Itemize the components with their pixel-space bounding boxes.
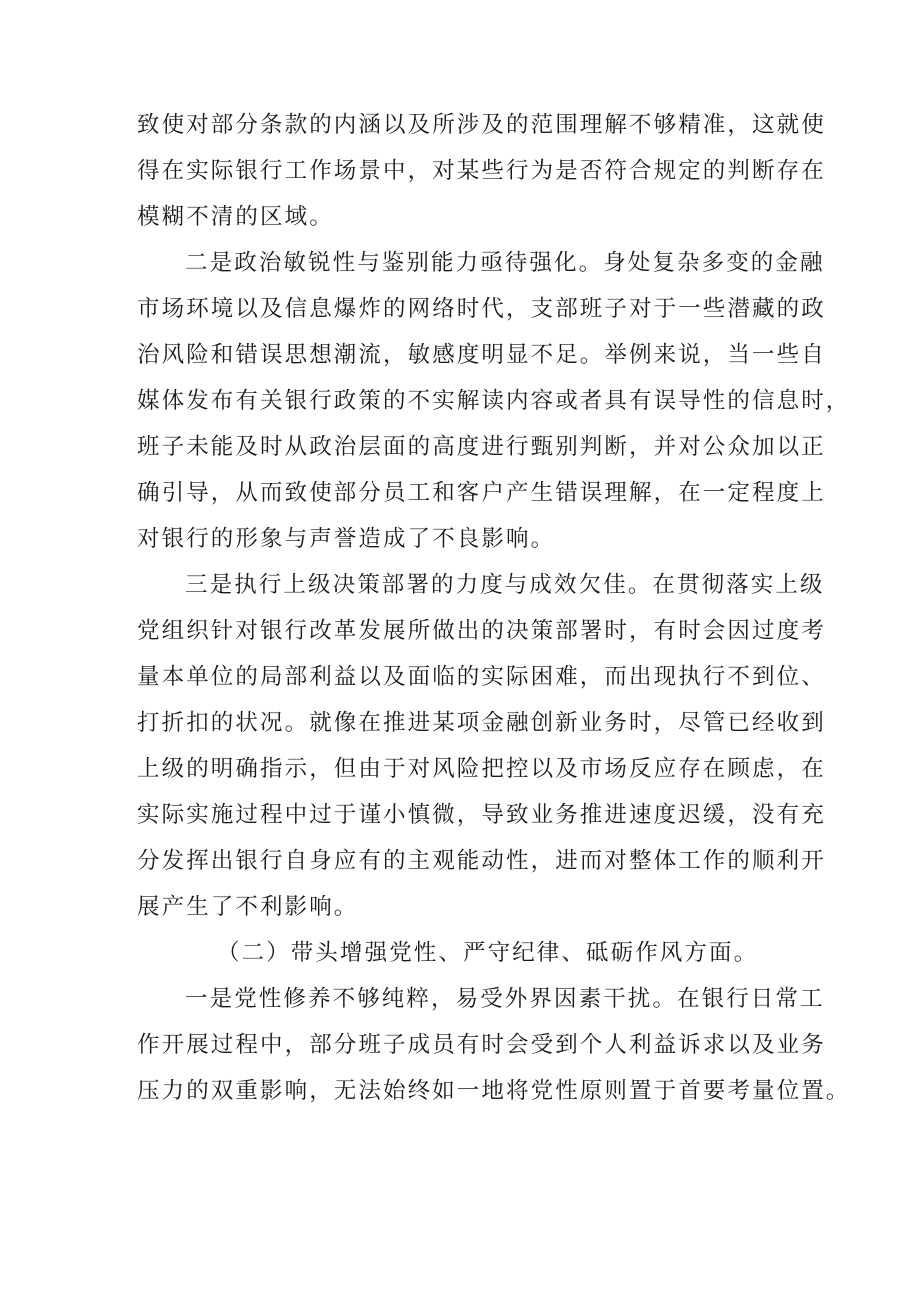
- text-line: 媒体发布有关银行政策的不实解读内容或者具有误导性的信息时，: [137, 388, 851, 414]
- paragraph-first-line: 二是政治敏锐性与鉴别能力亟待强化。身处复杂多变的金融: [185, 250, 825, 276]
- text-line: 量本单位的局部利益以及面临的实际困难，而出现执行不到位、: [137, 664, 826, 690]
- text-line: 市场环境以及信息爆炸的网络时代，支部班子对于一些潜藏的政: [137, 296, 826, 322]
- paragraph-first-line: 一是党性修养不够纯粹，易受外界因素干扰。在银行日常工: [185, 986, 825, 1012]
- text-line: 打折扣的状况。就像在推进某项金融创新业务时，尽管已经收到: [137, 710, 826, 736]
- paragraph-first-line: 三是执行上级决策部署的力度与成效欠佳。在贯彻落实上级: [185, 572, 825, 598]
- text-line: 致使对部分条款的内涵以及所涉及的范围理解不够精准，这就使: [137, 112, 826, 138]
- text-line: 班子未能及时从政治层面的高度进行甄别判断，并对公众加以正: [137, 434, 826, 460]
- text-line: 上级的明确指示，但由于对风险把控以及市场反应存在顾虑，在: [137, 756, 826, 782]
- text-line: 治风险和错误思想潮流，敏感度明显不足。举例来说，当一些自: [137, 342, 826, 368]
- text-line: 模糊不清的区域。: [137, 204, 334, 230]
- text-line: 压力的双重影响，无法始终如一地将党性原则置于首要考量位置。: [137, 1078, 851, 1104]
- text-line: 分发挥出银行自身应有的主观能动性，进而对整体工作的顺利开: [137, 848, 826, 874]
- text-line: 对银行的形象与声誉造成了不良影响。: [137, 526, 556, 552]
- text-line: 作开展过程中，部分班子成员有时会受到个人利益诉求以及业务: [137, 1032, 826, 1058]
- section-heading: （二）带头增强党性、严守纪律、砥砺作风方面。: [217, 940, 759, 966]
- text-line: 展产生了不利影响。: [137, 894, 359, 920]
- text-line: 得在实际银行工作场景中，对某些行为是否符合规定的判断存在: [137, 158, 826, 184]
- text-line: 实际实施过程中过于谨小慎微，导致业务推进速度迟缓，没有充: [137, 802, 826, 828]
- text-line: 党组织针对银行改革发展所做出的决策部署时，有时会因过度考: [137, 618, 826, 644]
- text-line: 确引导，从而致使部分员工和客户产生错误理解，在一定程度上: [137, 480, 826, 506]
